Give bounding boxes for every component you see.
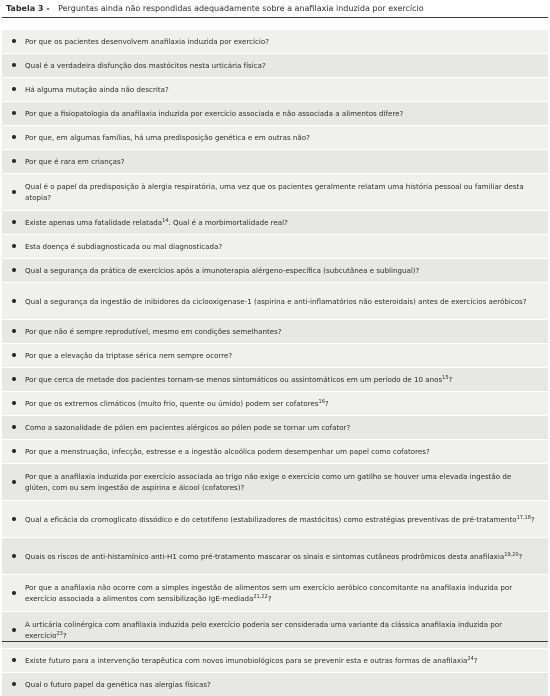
question-row bbox=[2, 574, 548, 611]
question-row bbox=[2, 439, 548, 463]
question-row bbox=[2, 500, 548, 537]
bullet-icon bbox=[12, 87, 16, 91]
bullet-icon bbox=[12, 244, 16, 248]
bullet-icon bbox=[12, 554, 16, 558]
question-row bbox=[2, 29, 548, 53]
question-row bbox=[2, 415, 548, 439]
bullet-icon bbox=[12, 682, 16, 686]
bullet-icon bbox=[12, 329, 16, 333]
question-text bbox=[25, 398, 339, 409]
question-main-text: Por que a fisiopatologia da anafilaxia induzida por exercício associada e não associada a alimentos difere? bbox=[25, 109, 404, 118]
question-text bbox=[25, 374, 462, 385]
bullet-icon bbox=[12, 377, 16, 381]
bullet-icon bbox=[12, 591, 16, 595]
question-row bbox=[2, 367, 548, 391]
question-row bbox=[2, 319, 548, 343]
question-main-text: Esta doença é subdiagnosticada ou mal diagnosticada? bbox=[25, 242, 223, 251]
question-main-text: Por que os extremos climáticos (muito frio, quente ou úmido) podem ser cofatores bbox=[25, 399, 319, 408]
bullet-icon bbox=[12, 480, 16, 484]
question-main-text: Qual é a verdadeira disfunção dos mastócitos nesta urticária física? bbox=[25, 61, 266, 70]
question-trailing-text: ? bbox=[530, 514, 535, 524]
question-row bbox=[2, 258, 548, 282]
bullet-icon bbox=[12, 449, 16, 453]
question-row bbox=[2, 101, 548, 125]
question-row bbox=[2, 149, 548, 173]
question-row bbox=[2, 391, 548, 415]
bullet-icon bbox=[12, 39, 16, 43]
reference-superscript: 23 bbox=[56, 631, 63, 637]
question-trailing-text: ? bbox=[324, 399, 329, 408]
question-main-text: Por que a anafilaxia não ocorre com a simples ingestão de alimentos sem um exercício aeróbico concomitante na anafilaxia induzida por exercício associada a alimentos com sensibilização IgE-mediada bbox=[25, 583, 513, 603]
bullet-icon bbox=[12, 353, 16, 357]
question-main-text: Por que é rara em crianças? bbox=[25, 157, 125, 166]
question-row bbox=[2, 210, 548, 234]
bullet-icon bbox=[12, 135, 16, 139]
question-text bbox=[25, 446, 440, 457]
question-trailing-text: ? bbox=[267, 594, 272, 603]
question-main-text: A urticária colinérgica com anafilaxia induzida pelo exercício poderia ser considerada uma variante da clássica anafilaxia induzida por exercício bbox=[25, 620, 503, 640]
question-text bbox=[25, 36, 279, 47]
question-main-text: Há alguma mutação ainda não descrita? bbox=[25, 85, 169, 94]
question-trailing-text: ? bbox=[473, 656, 478, 665]
reference-superscript: 16 bbox=[318, 399, 325, 405]
question-main-text: Existe futuro para a intervenção terapêutica com novos imunobiológicos para se prevenir esta e outras formas de anafilaxia bbox=[25, 656, 468, 665]
question-main-text: Qual a eficácia do cromoglicato dissódico e do cetotifeno (estabilizadores de mastócitos) como estratégias preventivas de pré-tratamento bbox=[25, 514, 517, 524]
question-trailing-text: ? bbox=[62, 631, 67, 640]
question-text bbox=[25, 84, 179, 95]
question-main-text: Qual a segurança da ingestão de inibidores da ciclooxigenase-1 (aspirina e anti-inflamatórios não esteroidais) antes de exercícios aeróbicos? bbox=[25, 296, 527, 306]
question-row bbox=[2, 173, 548, 210]
question-text bbox=[25, 108, 413, 119]
bullet-icon bbox=[12, 268, 16, 272]
question-text bbox=[25, 422, 360, 433]
bullet-icon bbox=[12, 190, 16, 194]
question-main-text: Por que a anafilaxia induzida por exercício associada ao trigo não exige o exercício como um gatilho se houver uma elevada ingestão de glúten, com ou sem ingestão de aspirina e álcool (cofatores)? bbox=[25, 472, 512, 492]
bullet-icon bbox=[12, 159, 16, 163]
question-row bbox=[2, 463, 548, 500]
question-main-text: Qual a segurança da prática de exercícios após a imunoterapia alérgeno-específica (subcutânea e sublingual)? bbox=[25, 266, 420, 275]
question-text bbox=[25, 265, 429, 276]
question-trailing-text: ? bbox=[448, 375, 453, 384]
question-text bbox=[25, 326, 292, 337]
question-text bbox=[25, 181, 548, 203]
top-rule bbox=[2, 17, 548, 18]
bullet-icon bbox=[12, 628, 16, 632]
question-text bbox=[25, 679, 221, 690]
bullet-icon bbox=[12, 111, 16, 115]
bullet-icon bbox=[12, 299, 16, 303]
question-main-text: Existe apenas uma fatalidade relatada bbox=[25, 218, 163, 227]
reference-superscript: 24 bbox=[467, 656, 474, 662]
question-text bbox=[25, 551, 532, 562]
bullet-icon bbox=[12, 63, 16, 67]
question-text bbox=[25, 156, 134, 167]
question-row bbox=[2, 234, 548, 258]
question-row bbox=[2, 125, 548, 149]
table-caption bbox=[6, 2, 546, 16]
bullet-icon bbox=[12, 220, 16, 224]
question-text bbox=[25, 241, 232, 252]
question-main-text: Qual é o papel da predisposição à alergia respiratória, uma vez que os pacientes geralmente relatam uma história pessoal ou familiar desta atopia? bbox=[25, 182, 524, 202]
question-row bbox=[2, 672, 548, 696]
table-title: Perguntas ainda não respondidas adequadamente sobre a anafilaxia induzida por exercício bbox=[58, 4, 424, 13]
question-text bbox=[25, 60, 276, 71]
question-row bbox=[2, 343, 548, 367]
question-main-text: Por que a elevação da triptase sérica nem sempre ocorre? bbox=[25, 351, 233, 360]
question-main-text: Por que os pacientes desenvolvem anafilaxia induzida por exercício? bbox=[25, 37, 269, 46]
question-main-text: Quais os riscos de anti-histamínico anti-H1 como pré-tratamento mascarar os sinais e sintomas cutâneos prodrômicos desta anafilaxia bbox=[25, 551, 505, 561]
question-trailing-text: . Qual é a morbimortalidade real? bbox=[168, 218, 288, 227]
reference-superscript: 17,18 bbox=[516, 514, 531, 521]
question-text bbox=[25, 217, 298, 228]
question-row bbox=[2, 537, 548, 574]
question-row bbox=[2, 77, 548, 101]
question-main-text: Por que cerca de metade dos pacientes tornam-se menos sintomáticos ou assintomáticos em um período de 10 anos bbox=[25, 375, 443, 384]
question-main-text: Qual o futuro papel da genética nas alergias físicas? bbox=[25, 680, 211, 689]
bottom-rule bbox=[2, 641, 548, 642]
question-main-text: Por que, em algumas famílias, há uma predisposição genética e em outras não? bbox=[25, 133, 310, 142]
question-text bbox=[25, 655, 488, 666]
bullet-icon bbox=[12, 658, 16, 662]
question-text bbox=[25, 619, 548, 641]
question-text bbox=[25, 350, 242, 361]
question-row bbox=[2, 611, 548, 648]
bullet-icon bbox=[12, 401, 16, 405]
reference-superscript: 21,22 bbox=[253, 594, 268, 600]
question-main-text: Como a sazonalidade de pólen em pacientes alérgicos ao pólen pode se tornar um cofator? bbox=[25, 423, 351, 432]
question-row bbox=[2, 648, 548, 672]
bullet-icon bbox=[12, 425, 16, 429]
bullet-icon bbox=[12, 517, 16, 521]
question-main-text: Por que a menstruação, infecção, estresse e a ingestão alcoólica podem desempenhar um papel como cofatores? bbox=[25, 447, 430, 456]
reference-superscript: 14 bbox=[162, 218, 169, 224]
table-number: Tabela 3 - bbox=[6, 4, 50, 13]
question-row bbox=[2, 53, 548, 77]
reference-superscript: 19,20 bbox=[504, 551, 519, 558]
question-text bbox=[25, 582, 548, 604]
reference-superscript: 15 bbox=[442, 375, 449, 381]
question-main-text: Por que não é sempre reprodutível, mesmo em condições semelhantes? bbox=[25, 327, 282, 336]
question-text bbox=[25, 514, 545, 525]
question-text bbox=[25, 471, 548, 493]
question-text bbox=[25, 132, 320, 143]
questions-list bbox=[2, 29, 548, 696]
question-row bbox=[2, 282, 548, 319]
question-trailing-text: ? bbox=[518, 551, 523, 561]
question-text bbox=[25, 296, 537, 307]
